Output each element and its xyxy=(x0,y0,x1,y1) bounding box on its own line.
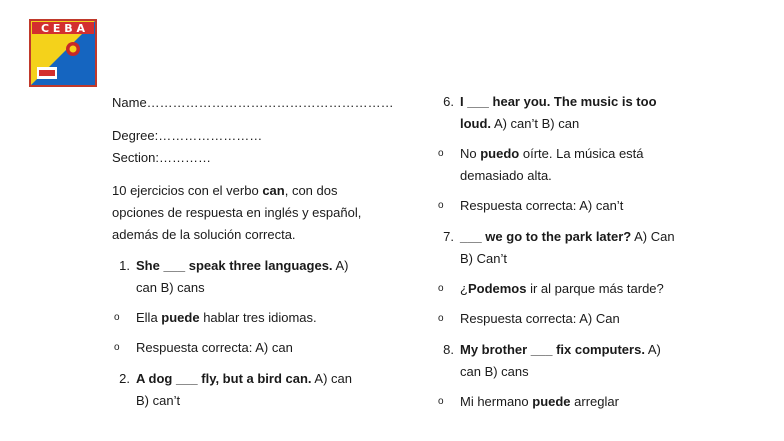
question-8: 8. My brother ___ fix computers. A) can B) cans xyxy=(443,342,661,379)
question-1: 1. She ___ speak three languages. A) can B) cans xyxy=(119,258,349,295)
answer-6: o Respuesta correcta: A) can’t xyxy=(438,198,624,213)
answer-1: o Respuesta correcta: A) can xyxy=(114,340,293,355)
degree-section-line: Degree:…………………… Section:………… xyxy=(112,128,263,165)
left-column xyxy=(112,92,394,412)
question-7: 7. ___ we go to the park later? A) Can B) Can’t xyxy=(443,229,675,266)
translation-1: o Ella puede hablar tres idiomas. xyxy=(114,310,317,325)
translation-8: o Mi hermano puede arreglar xyxy=(438,394,619,409)
intro-paragraph: 10 ejercicios con el verbo can, con dos opciones de respuesta en inglés y español, además de la solución correcta. xyxy=(112,183,362,242)
ceba-logo xyxy=(29,19,97,87)
question-2: 2. A dog ___ fly, but a bird can. A) can B) can’t xyxy=(119,371,352,408)
name-field-line: Name………………………………………………… xyxy=(112,95,394,110)
translation-7: o ¿Podemos ir al parque más tarde? xyxy=(438,281,664,296)
right-column xyxy=(436,91,676,413)
answer-7: o Respuesta correcta: A) Can xyxy=(438,311,620,326)
svg-text:C E B A: C E B A xyxy=(41,22,85,35)
translation-6: o No puedo oírte. La música está demasiado alta. xyxy=(438,146,644,183)
question-6: 6. I ___ hear you. The music is too loud. A) can’t B) can xyxy=(443,94,657,131)
